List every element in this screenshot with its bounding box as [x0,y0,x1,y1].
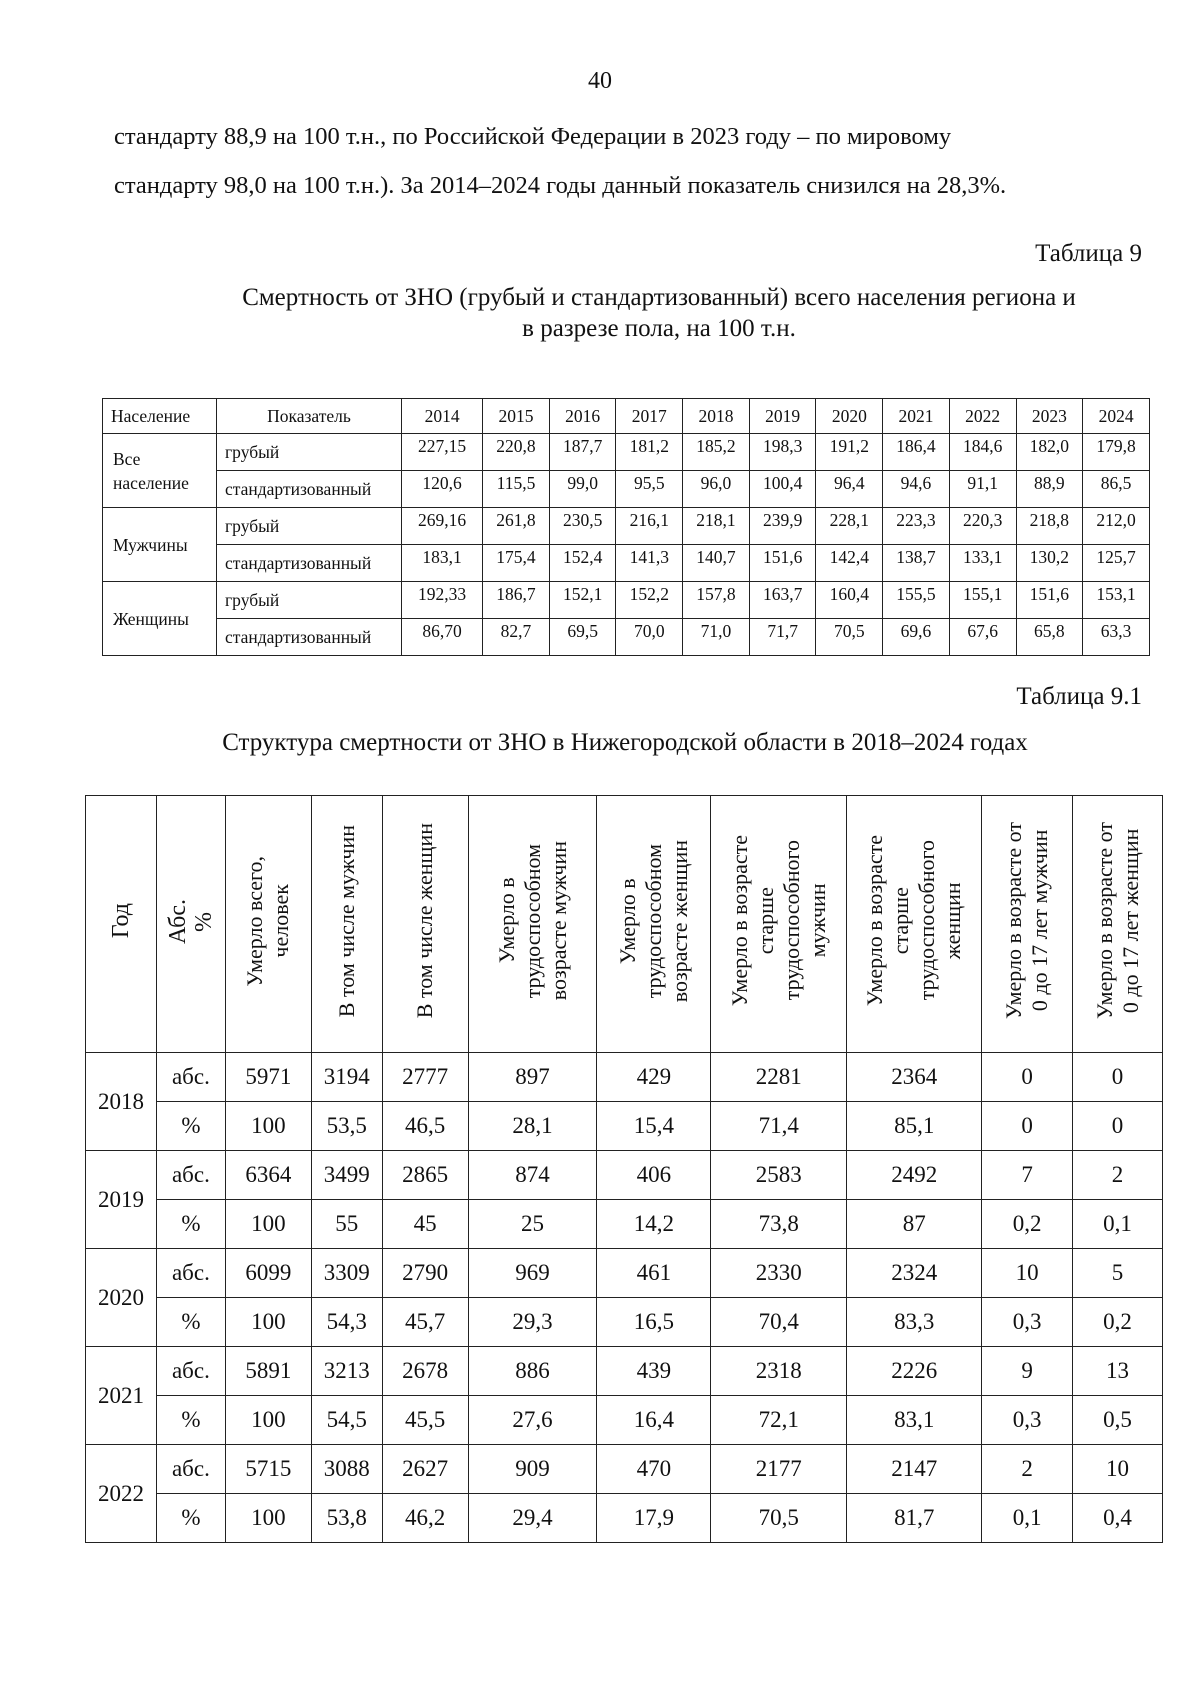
table91-col-header-line: мужчин [804,884,830,958]
table9-value-cell: 157,8 [683,582,750,619]
table91-col-header-line: Абс. [164,898,191,944]
table91-value-cell: 0,2 [1073,1298,1163,1347]
table91-col-header-line: % [190,911,217,931]
table91-value-cell: 5715 [225,1445,311,1494]
table91-col-header [311,796,382,1053]
table91-row [86,1102,1163,1151]
table9-row [103,434,1150,471]
table91-col-header-text [727,835,831,1006]
table91-value-cell: 2226 [847,1347,982,1396]
table91-row [86,1053,1163,1102]
table9-value-cell: 218,1 [683,508,750,545]
table9-value-cell: 223,3 [883,508,950,545]
table91-col-header-text [242,856,294,987]
table9-value-cell: 152,4 [549,545,616,582]
table91-value-cell: 15,4 [597,1102,711,1151]
table9-col-indicator: Показатель [217,399,402,434]
table9-value-cell: 261,8 [483,508,550,545]
table9-value-cell: 133,1 [949,545,1016,582]
table91-value-cell: 2330 [711,1249,847,1298]
table9-value-cell: 65,8 [1016,619,1083,656]
table9-value-cell: 91,1 [949,471,1016,508]
table91-value-cell: 87 [847,1200,982,1249]
table9-value-cell: 94,6 [883,471,950,508]
table91-value-cell: 70,4 [711,1298,847,1347]
table91-value-cell: 2324 [847,1249,982,1298]
table91-value-cell: 439 [597,1347,711,1396]
table91-col-header-line: 0 до 17 лет мужчин [1027,830,1053,1012]
table91-value-cell: 0,1 [1073,1200,1163,1249]
table91-value-cell: 10 [982,1249,1073,1298]
table91-row [86,1494,1163,1543]
table9-value-cell: 100,4 [749,471,816,508]
table91-col-header-text [615,840,693,1002]
table91-value-cell: 73,8 [711,1200,847,1249]
table91-header-row [86,796,1163,1053]
table91-col-header-text [108,903,134,938]
table91-value-cell: 85,1 [847,1102,982,1151]
table9-year-header: 2018 [683,399,750,434]
table91-col-header-line: старше [752,887,778,955]
table9-value-cell: 187,7 [549,434,616,471]
table9-title [170,282,1148,344]
table91-row [86,1151,1163,1200]
table91-row [86,1396,1163,1445]
table9-value-cell: 155,1 [949,582,1016,619]
table91-col-header [156,796,225,1053]
table91-value-cell: 29,3 [468,1298,597,1347]
table91-value-cell: 0 [1073,1102,1163,1151]
table9-value-cell: 182,0 [1016,434,1083,471]
table91-type-cell: % [156,1298,225,1347]
intro-line-2: стандарту 98,0 на 100 т.н.). За 2014–2024 годы данный показатель снизился на 28,3%. [114,172,1007,199]
table91-mortality-structure [85,795,1163,1543]
table9-value-cell: 70,5 [816,619,883,656]
table91-year-cell: 2022 [86,1445,157,1543]
table9-value-cell: 153,1 [1083,582,1150,619]
table9-year-header: 2015 [483,399,550,434]
table9-caption: Таблица 9 [1035,240,1142,267]
table91-col-header-line: человек [268,884,294,958]
table9-value-cell: 163,7 [749,582,816,619]
table9-value-cell: 239,9 [749,508,816,545]
table9-mortality [102,398,1150,656]
table9-header-row [103,399,1150,434]
table9-value-cell: 155,5 [883,582,950,619]
table91-value-cell: 53,5 [311,1102,382,1151]
table9-row [103,471,1150,508]
table91-type-cell: абс. [156,1249,225,1298]
table9-value-cell: 212,0 [1083,508,1150,545]
table91-value-cell: 2583 [711,1151,847,1200]
table9-value-cell: 71,7 [749,619,816,656]
table9-value-cell: 130,2 [1016,545,1083,582]
table9-value-cell: 227,15 [402,434,483,471]
table91-value-cell: 470 [597,1445,711,1494]
table91-year-cell: 2021 [86,1347,157,1445]
table91-value-cell: 46,5 [382,1102,468,1151]
table9-year-header: 2020 [816,399,883,434]
table9-title-line1: Смертность от ЗНО (грубый и стандартизованный) всего населения региона и [242,284,1076,311]
table9-value-cell: 67,6 [949,619,1016,656]
table9-value-cell: 175,4 [483,545,550,582]
table9-title-line2: в разрезе пола, на 100 т.н. [522,315,796,342]
table91-value-cell: 3499 [311,1151,382,1200]
table9-value-cell: 138,7 [883,545,950,582]
table9-group-name-line2: население [113,472,189,493]
intro-paragraph [114,112,1154,210]
table91-value-cell: 27,6 [468,1396,597,1445]
table91-col-header-line: трудоспособного [778,840,804,1002]
table91-value-cell: 886 [468,1347,597,1396]
table91-value-cell: 83,3 [847,1298,982,1347]
table9-value-cell: 198,3 [749,434,816,471]
table91-col-header [597,796,711,1053]
table91-value-cell: 100 [225,1200,311,1249]
table91-value-cell: 16,5 [597,1298,711,1347]
table91-col-header-text [334,825,360,1017]
page-number: 40 [588,68,612,94]
table9-value-cell: 186,4 [883,434,950,471]
table9-value-cell: 142,4 [816,545,883,582]
table9-year-header: 2019 [749,399,816,434]
table9-value-cell: 88,9 [1016,471,1083,508]
table91-value-cell: 17,9 [597,1494,711,1543]
table91-value-cell: 5891 [225,1347,311,1396]
table91-value-cell: 100 [225,1396,311,1445]
table91-row [86,1249,1163,1298]
table9-value-cell: 160,4 [816,582,883,619]
table91-col-header-line: Умерло в возрасте [862,835,888,1007]
table91-value-cell: 897 [468,1053,597,1102]
table9-year-header: 2021 [883,399,950,434]
table9-indicator: грубый [217,508,402,545]
table91-value-cell: 0 [1073,1053,1163,1102]
table91-col-header-line: Умерло в [614,878,640,964]
table9-group-name-line1: Женщины [113,608,189,629]
table91-col-header-line: возрасте мужчин [545,841,571,1001]
table9-col-population: Население [103,399,217,434]
table91-col-header-line: трудоспособного [914,840,940,1002]
table91-col-header-line: трудоспособном [519,843,545,999]
table91-col-header-text [1092,822,1144,1019]
table91-value-cell: 13 [1073,1347,1163,1396]
table91-value-cell: 6099 [225,1249,311,1298]
table9-value-cell: 71,0 [683,619,750,656]
table9-value-cell: 151,6 [1016,582,1083,619]
table9-value-cell: 141,3 [616,545,683,582]
intro-line-1: стандарту 88,9 на 100 т.н., по Российской Федерации в 2023 году – по мировому [114,123,952,150]
table91-col-header-line: Умерло в возрасте [726,835,752,1007]
table91-value-cell: 461 [597,1249,711,1298]
table91-value-cell: 100 [225,1102,311,1151]
table91-col-header-line: Умерло в возрасте от [1091,822,1117,1020]
table9-value-cell: 70,0 [616,619,683,656]
table9-value-cell: 86,5 [1083,471,1150,508]
table91-col-header-line: Год [107,903,134,939]
table91-value-cell: 10 [1073,1445,1163,1494]
table9-value-cell: 86,70 [402,619,483,656]
table9-value-cell: 69,5 [549,619,616,656]
table91-col-header-line: Умерло всего, [242,855,268,987]
table91-value-cell: 54,5 [311,1396,382,1445]
table9-year-header: 2022 [949,399,1016,434]
table91-type-cell: % [156,1200,225,1249]
table91-value-cell: 0,2 [982,1200,1073,1249]
table9-value-cell: 140,7 [683,545,750,582]
table91-row [86,1298,1163,1347]
table9-value-cell: 125,7 [1083,545,1150,582]
table91-type-cell: абс. [156,1053,225,1102]
table91-col-header [982,796,1073,1053]
table91-year-cell: 2019 [86,1151,157,1249]
table91-value-cell: 70,5 [711,1494,847,1543]
table91-value-cell: 2790 [382,1249,468,1298]
table91-col-header-line: В том числе женщин [412,823,438,1019]
table9-group-name-line1: Мужчины [113,534,188,555]
table91-value-cell: 54,3 [311,1298,382,1347]
table91-value-cell: 53,8 [311,1494,382,1543]
table9-value-cell: 216,1 [616,508,683,545]
table9-value-cell: 179,8 [1083,434,1150,471]
table91-col-header-line: 0 до 17 лет женщин [1117,828,1143,1014]
table91-col-header-line: Умерло в возрасте от [1001,822,1027,1020]
table91-value-cell: 2777 [382,1053,468,1102]
table91-col-header [225,796,311,1053]
table91-value-cell: 429 [597,1053,711,1102]
table9-value-cell: 230,5 [549,508,616,545]
table9-group-name [103,434,217,508]
table91-col-header [1073,796,1163,1053]
table9-indicator: грубый [217,434,402,471]
table9-value-cell: 220,3 [949,508,1016,545]
table91-value-cell: 5971 [225,1053,311,1102]
table91-value-cell: 3213 [311,1347,382,1396]
table91-type-cell: % [156,1102,225,1151]
table91-value-cell: 46,2 [382,1494,468,1543]
table9-row [103,545,1150,582]
table9-value-cell: 152,1 [549,582,616,619]
table9-group-name-line1: Все [113,448,141,469]
table91-value-cell: 406 [597,1151,711,1200]
table91-value-cell: 9 [982,1347,1073,1396]
table91-type-cell: абс. [156,1347,225,1396]
table91-value-cell: 0 [982,1053,1073,1102]
table91-col-header-line: Умерло в [493,878,519,964]
table9-value-cell: 120,6 [402,471,483,508]
table91-value-cell: 2 [1073,1151,1163,1200]
table9-indicator: грубый [217,582,402,619]
table91-value-cell: 0,3 [982,1396,1073,1445]
table9-group-name [103,582,217,656]
table91-value-cell: 2865 [382,1151,468,1200]
table91-value-cell: 45,7 [382,1298,468,1347]
table91-value-cell: 72,1 [711,1396,847,1445]
table9-value-cell: 99,0 [549,471,616,508]
table91-row [86,1445,1163,1494]
table9-value-cell: 183,1 [402,545,483,582]
table91-value-cell: 3194 [311,1053,382,1102]
table9-value-cell: 191,2 [816,434,883,471]
table9-value-cell: 184,6 [949,434,1016,471]
table9-value-cell: 96,0 [683,471,750,508]
table9-value-cell: 218,8 [1016,508,1083,545]
table9-value-cell: 192,33 [402,582,483,619]
table91-type-cell: % [156,1396,225,1445]
table9-value-cell: 228,1 [816,508,883,545]
table91-col-header-line: трудоспособном [640,843,666,999]
table9-group-name [103,508,217,582]
table91-value-cell: 0,1 [982,1494,1073,1543]
table91-value-cell: 3309 [311,1249,382,1298]
table91-value-cell: 71,4 [711,1102,847,1151]
table9-year-header: 2017 [616,399,683,434]
table91-year-cell: 2018 [86,1053,157,1151]
table91-col-header-text [412,823,438,1018]
table91-year-cell: 2020 [86,1249,157,1347]
table9-row [103,619,1150,656]
table91-row [86,1200,1163,1249]
table91-value-cell: 0 [982,1102,1073,1151]
table91-type-cell: абс. [156,1445,225,1494]
table91-value-cell: 2281 [711,1053,847,1102]
table91-type-cell: % [156,1494,225,1543]
table91-col-header [382,796,468,1053]
table91-row [86,1347,1163,1396]
table9-value-cell: 181,2 [616,434,683,471]
table9-value-cell: 151,6 [749,545,816,582]
table91-value-cell: 2492 [847,1151,982,1200]
table91-value-cell: 0,4 [1073,1494,1163,1543]
table91-value-cell: 16,4 [597,1396,711,1445]
table91-value-cell: 81,7 [847,1494,982,1543]
table91-value-cell: 2364 [847,1053,982,1102]
table91-value-cell: 28,1 [468,1102,597,1151]
table9-row [103,508,1150,545]
table9-row [103,582,1150,619]
table91-value-cell: 45,5 [382,1396,468,1445]
table9-value-cell: 96,4 [816,471,883,508]
table9-value-cell: 95,5 [616,471,683,508]
table9-value-cell: 185,2 [683,434,750,471]
table91-col-header [86,796,157,1053]
table9-value-cell: 186,7 [483,582,550,619]
table91-value-cell: 5 [1073,1249,1163,1298]
table91-value-cell: 6364 [225,1151,311,1200]
table91-value-cell: 7 [982,1151,1073,1200]
table9-value-cell: 152,2 [616,582,683,619]
table91-value-cell: 14,2 [597,1200,711,1249]
table91-value-cell: 909 [468,1445,597,1494]
table9-value-cell: 69,6 [883,619,950,656]
table91-col-header [711,796,847,1053]
table9-year-header: 2016 [549,399,616,434]
table9-value-cell: 63,3 [1083,619,1150,656]
table91-value-cell: 0,3 [982,1298,1073,1347]
table9-value-cell: 82,7 [483,619,550,656]
table91-col-header-line: старше [888,887,914,955]
table91-caption: Таблица 9.1 [1016,683,1142,710]
table91-value-cell: 874 [468,1151,597,1200]
table91-value-cell: 2147 [847,1445,982,1494]
table91-value-cell: 25 [468,1200,597,1249]
table91-col-header-text [862,835,966,1006]
table91-value-cell: 29,4 [468,1494,597,1543]
table9-value-cell: 269,16 [402,508,483,545]
table9-year-header: 2023 [1016,399,1083,434]
table91-value-cell: 969 [468,1249,597,1298]
table91-value-cell: 2318 [711,1347,847,1396]
table91-col-header-text [1001,822,1053,1019]
table91-value-cell: 100 [225,1494,311,1543]
table91-value-cell: 2 [982,1445,1073,1494]
table91-title: Структура смертности от ЗНО в Нижегородской области в 2018–2024 годах [222,729,1028,756]
table91-col-header-line: женщин [940,882,966,960]
table91-type-cell: абс. [156,1151,225,1200]
table91-value-cell: 3088 [311,1445,382,1494]
table91-col-header-text [165,899,217,944]
table91-value-cell: 2678 [382,1347,468,1396]
table91-value-cell: 2627 [382,1445,468,1494]
table91-value-cell: 55 [311,1200,382,1249]
table91-value-cell: 100 [225,1298,311,1347]
table91-col-header-text [494,841,572,1000]
table91-value-cell: 45 [382,1200,468,1249]
table91-col-header [847,796,982,1053]
table9-value-cell: 115,5 [483,471,550,508]
table91-value-cell: 83,1 [847,1396,982,1445]
table9-indicator: стандартизованный [217,545,402,582]
table9-value-cell: 220,8 [483,434,550,471]
table91-value-cell: 0,5 [1073,1396,1163,1445]
table91-value-cell: 2177 [711,1445,847,1494]
table9-year-header: 2014 [402,399,483,434]
table91-col-header [468,796,597,1053]
table91-col-header-line: В том числе мужчин [333,824,359,1018]
table91-col-header-line: возрасте женщин [666,839,692,1003]
table9-year-header: 2024 [1083,399,1150,434]
table9-indicator: стандартизованный [217,619,402,656]
table9-indicator: стандартизованный [217,471,402,508]
